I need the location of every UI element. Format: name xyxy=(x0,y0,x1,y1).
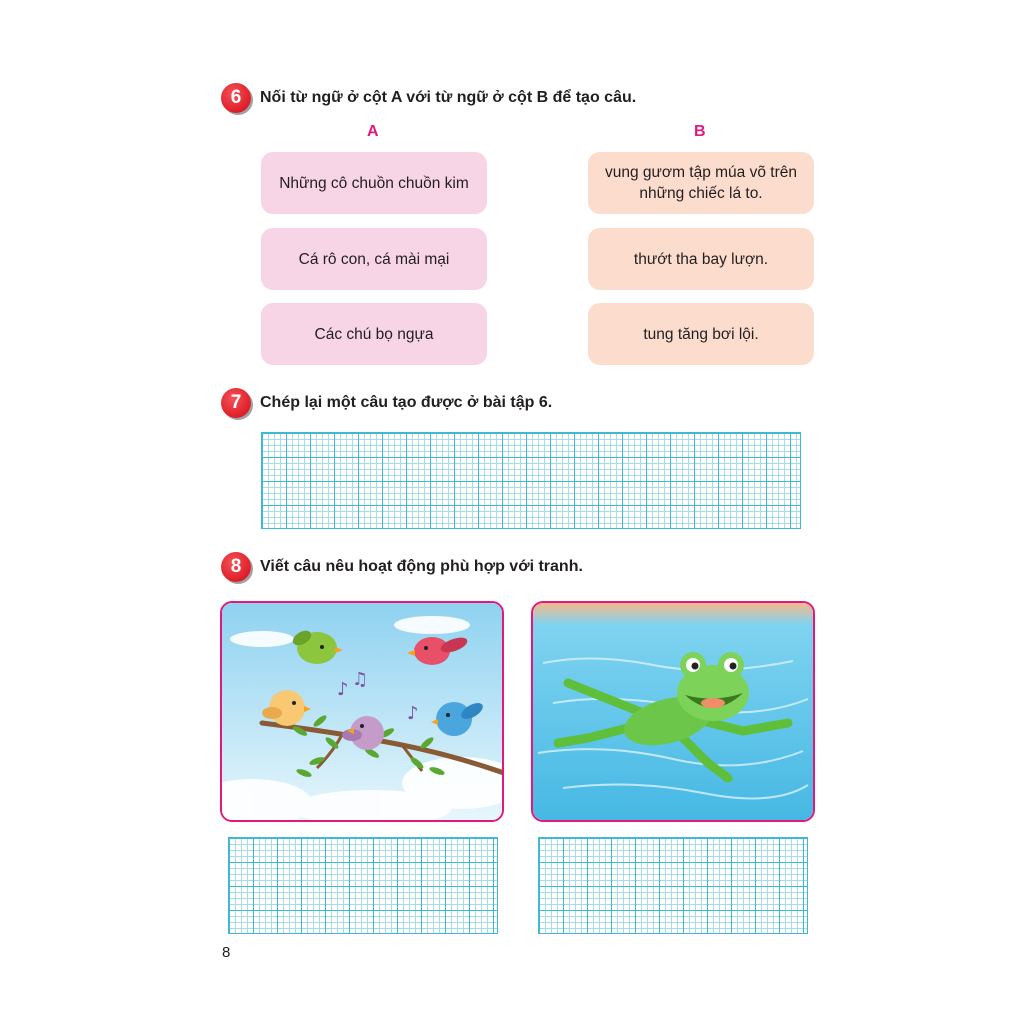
column-a-label: A xyxy=(367,123,379,140)
column-b-label: B xyxy=(694,123,706,140)
column-b-item[interactable]: thướt tha bay lượn. xyxy=(588,228,814,290)
question-7-instruction: Chép lại một câu tạo được ở bài tập 6. xyxy=(260,394,553,411)
column-b-item[interactable]: tung tăng bơi lội. xyxy=(588,303,814,365)
svg-text:♪: ♪ xyxy=(337,679,349,700)
column-a-item[interactable]: Những cô chuồn chuồn kim xyxy=(261,152,487,214)
birds-on-branch-picture xyxy=(220,601,504,822)
column-a-item[interactable]: Cá rô con, cá mài mại xyxy=(261,228,487,290)
writing-grid-birds[interactable] xyxy=(228,837,498,934)
svg-text:♪: ♪ xyxy=(407,703,419,724)
column-b-item[interactable]: vung gươm tập múa võ trên những chiếc lá to. xyxy=(588,152,814,214)
question-6-badge: 6 xyxy=(221,83,251,113)
question-8-badge: 8 xyxy=(221,552,251,582)
question-8-instruction: Viết câu nêu hoạt động phù hợp với tranh. xyxy=(260,558,583,575)
column-a-item[interactable]: Các chú bọ ngựa xyxy=(261,303,487,365)
svg-text:♫: ♫ xyxy=(352,669,369,690)
writing-grid-frog[interactable] xyxy=(538,837,808,934)
writing-grid-q7[interactable] xyxy=(261,432,801,529)
question-7-badge: 7 xyxy=(221,388,251,418)
question-6-instruction: Nối từ ngữ ở cột A với từ ngữ ở cột B để tạo câu. xyxy=(260,89,637,106)
page-number: 8 xyxy=(222,944,231,961)
frog-swimming-picture xyxy=(531,601,815,822)
